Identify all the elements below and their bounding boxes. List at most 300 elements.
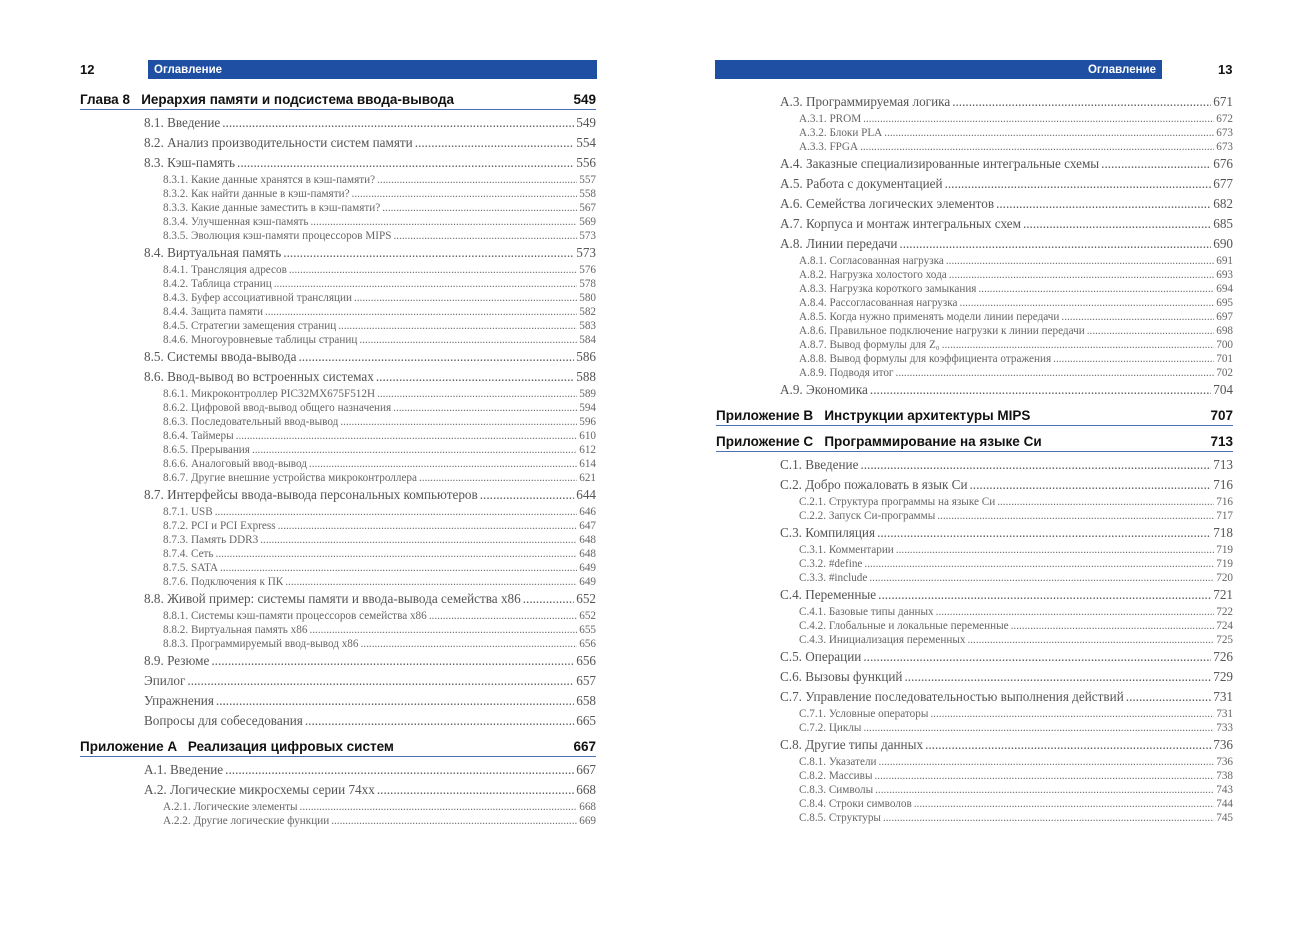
toc-subsection-entry[interactable] xyxy=(163,505,596,519)
entry-title: C.8.1. Указатели xyxy=(799,756,877,768)
entry-title: C.4.2. Глобальные и локальные переменные xyxy=(799,620,1009,632)
entry-page: 725 xyxy=(1216,634,1233,646)
entry-title: A.8.2. Нагрузка холостого хода xyxy=(799,269,947,281)
dot-leader xyxy=(419,471,577,485)
entry-page: 578 xyxy=(579,278,596,290)
dot-leader xyxy=(877,525,1211,541)
entry-title: 8.7.5. SATA xyxy=(163,562,219,574)
dot-leader xyxy=(260,533,577,547)
entry-title: 8.3.2. Как найти данные в кэш-памяти? xyxy=(163,188,350,200)
entry-page: 677 xyxy=(1213,176,1233,191)
entry-title: 8.4.3. Буфер ассоциативной трансляции xyxy=(163,292,352,304)
dot-leader xyxy=(283,245,574,261)
toc-section-entry[interactable] xyxy=(780,475,1233,495)
toc-subsection-entry[interactable] xyxy=(799,769,1233,783)
toc-subsection-entry[interactable] xyxy=(163,387,596,401)
toc-subsection-entry[interactable] xyxy=(799,324,1233,338)
entry-title: A.2. Логические микросхемы серии 74xx xyxy=(144,782,375,797)
toc-subsection-entry[interactable] xyxy=(799,296,1233,310)
toc-section-entry[interactable] xyxy=(144,671,596,691)
entry-title: 8.4.6. Многоуровневые таблицы страниц xyxy=(163,334,358,346)
toc-section-entry[interactable] xyxy=(780,735,1233,755)
entry-title: A.6. Семейства логических элементов xyxy=(780,196,995,211)
entry-title: 8.9. Резюме xyxy=(144,653,210,668)
toc-subsection-entry[interactable] xyxy=(163,609,596,623)
dot-leader xyxy=(377,782,574,798)
entry-page: 556 xyxy=(576,155,596,170)
toc-subsection-entry[interactable] xyxy=(163,429,596,443)
entry-page: 672 xyxy=(1216,113,1233,125)
chapter-title: Программирование на языке Си xyxy=(824,434,1042,449)
entry-title: A.9. Экономика xyxy=(780,382,868,397)
toc-subsection-entry[interactable] xyxy=(799,509,1233,523)
entry-title: A.5. Работа с документацией xyxy=(780,176,943,191)
entry-page: 621 xyxy=(579,472,596,484)
dot-leader xyxy=(884,126,1214,140)
entry-page: 610 xyxy=(579,430,596,442)
toc-subsection-entry[interactable] xyxy=(163,215,596,229)
dot-leader xyxy=(187,673,574,689)
dot-leader xyxy=(274,277,577,291)
entry-title: 8.7.2. PCI и PCI Express xyxy=(163,520,276,532)
toc-section-entry[interactable] xyxy=(144,113,596,133)
entry-title: 8.8.1. Системы кэш-памяти процессоров семейства x86 xyxy=(163,610,427,622)
toc-section-entry[interactable] xyxy=(780,667,1233,687)
toc-section-entry[interactable] xyxy=(780,380,1233,400)
entry-title: Эпилог xyxy=(144,673,186,688)
toc-subsection-entry[interactable] xyxy=(163,575,596,589)
toc-subsection-entry[interactable] xyxy=(799,338,1233,352)
dot-leader xyxy=(278,519,578,533)
dot-leader xyxy=(899,236,1211,252)
entry-page: 745 xyxy=(1216,812,1233,824)
entry-page: 731 xyxy=(1216,708,1233,720)
toc-subsection-entry[interactable] xyxy=(799,557,1233,571)
entry-page: 701 xyxy=(1216,353,1233,365)
toc-section-entry[interactable] xyxy=(144,243,596,263)
entry-page: 700 xyxy=(1216,339,1233,351)
entry-page: 694 xyxy=(1216,283,1233,295)
entry-page: 691 xyxy=(1216,255,1233,267)
entry-page: 668 xyxy=(576,782,596,797)
toc-subsection-entry[interactable] xyxy=(163,533,596,547)
entry-title: C.3.1. Комментарии xyxy=(799,544,894,556)
entry-page: 743 xyxy=(1216,784,1233,796)
toc-subsection-entry[interactable] xyxy=(799,366,1233,380)
toc-section-entry[interactable] xyxy=(144,133,596,153)
toc-subsection-entry[interactable] xyxy=(163,637,596,651)
dot-leader xyxy=(289,263,577,277)
dot-leader xyxy=(1126,689,1211,705)
toc-section-entry[interactable] xyxy=(144,589,596,609)
dot-leader xyxy=(359,333,577,347)
entry-page: 656 xyxy=(576,653,596,668)
running-header: Оглавление xyxy=(715,60,1162,79)
entry-title: A.3.1. PROM xyxy=(799,113,862,125)
entry-title: C.6. Вызовы функций xyxy=(780,669,903,684)
entry-title: C.7.1. Условные операторы xyxy=(799,708,929,720)
entry-page: 558 xyxy=(579,188,596,200)
toc-chapter-entry[interactable] xyxy=(716,408,1233,426)
entry-page: 596 xyxy=(579,416,596,428)
entry-page: 549 xyxy=(576,115,596,130)
entry-title: 8.3. Кэш-память xyxy=(144,155,236,170)
entry-page: 652 xyxy=(579,610,596,622)
entry-page: 718 xyxy=(1213,525,1233,540)
dot-leader xyxy=(300,800,578,814)
entry-page: 716 xyxy=(1213,477,1233,492)
entry-title: C.7.2. Циклы xyxy=(799,722,862,734)
toc-subsection-entry[interactable] xyxy=(163,561,596,575)
chapter-label: Приложение C xyxy=(716,434,825,449)
dot-leader xyxy=(523,591,574,607)
entry-title: A.8.5. Когда нужно применять модели линии передачи xyxy=(799,311,1060,323)
dot-leader xyxy=(1023,216,1211,232)
entry-page: 657 xyxy=(576,673,596,688)
toc-subsection-entry[interactable] xyxy=(163,814,596,828)
dot-leader xyxy=(393,229,577,243)
dot-leader xyxy=(382,201,577,215)
dot-leader xyxy=(376,369,574,385)
entry-page: 744 xyxy=(1216,798,1233,810)
entry-title: 8.4.4. Защита памяти xyxy=(163,306,263,318)
dot-leader xyxy=(285,575,577,589)
entry-title: C.8.4. Строки символов xyxy=(799,798,912,810)
entry-title: C.2.2. Запуск Си-программы xyxy=(799,510,936,522)
toc-section-entry[interactable] xyxy=(780,647,1233,667)
dot-leader xyxy=(338,319,577,333)
entry-title: 8.7.4. Сеть xyxy=(163,548,214,560)
entry-page: 733 xyxy=(1216,722,1233,734)
entry-title: 8.4.1. Трансляция адресов xyxy=(163,264,287,276)
toc-subsection-entry[interactable] xyxy=(799,140,1233,154)
entry-page: 584 xyxy=(579,334,596,346)
dot-leader xyxy=(997,495,1214,509)
chapter-title: Инструкции архитектуры MIPS xyxy=(824,408,1031,423)
entry-title: 8.4.2. Таблица страниц xyxy=(163,278,272,290)
dot-leader xyxy=(216,547,578,561)
toc-subsection-entry[interactable] xyxy=(163,401,596,415)
entry-title: 8.7.1. USB xyxy=(163,506,213,518)
dot-leader xyxy=(860,140,1214,154)
entry-title: A.8.4. Рассогласованная нагрузка xyxy=(799,297,958,309)
dot-leader xyxy=(879,755,1215,769)
toc-section-entry[interactable] xyxy=(144,780,596,800)
toc-subsection-entry[interactable] xyxy=(163,547,596,561)
entry-title: A.7. Корпуса и монтаж интегральных схем xyxy=(780,216,1021,231)
entry-page: 704 xyxy=(1213,382,1233,397)
toc-section-entry[interactable] xyxy=(780,234,1233,254)
toc-subsection-entry[interactable] xyxy=(163,277,596,291)
entry-title: Упражнения xyxy=(144,693,214,708)
toc-section-entry[interactable] xyxy=(144,760,596,780)
toc-subsection-entry[interactable] xyxy=(799,254,1233,268)
entry-page: 736 xyxy=(1213,737,1233,752)
toc-subsection-entry[interactable] xyxy=(163,319,596,333)
toc-subsection-entry[interactable] xyxy=(163,173,596,187)
toc-subsection-entry[interactable] xyxy=(799,633,1233,647)
dot-leader xyxy=(960,296,1215,310)
entry-title: 8.5. Системы ввода-вывода xyxy=(144,349,297,364)
toc-section-entry[interactable] xyxy=(144,367,596,387)
toc-subsection-entry[interactable] xyxy=(163,187,596,201)
right-page xyxy=(656,0,1312,935)
toc-subsection-entry[interactable] xyxy=(799,282,1233,296)
dot-leader xyxy=(937,509,1214,523)
entry-page: 695 xyxy=(1216,297,1233,309)
toc-subsection-entry[interactable] xyxy=(799,605,1233,619)
toc-subsection-entry[interactable] xyxy=(163,519,596,533)
dot-leader xyxy=(869,571,1214,585)
toc-subsection-entry[interactable] xyxy=(799,268,1233,282)
toc-section-entry[interactable] xyxy=(144,347,596,367)
toc-subsection-entry[interactable] xyxy=(799,619,1233,633)
dot-leader xyxy=(930,707,1214,721)
entry-title: 8.7.6. Подключения к ПК xyxy=(163,576,284,588)
entry-page: 573 xyxy=(579,230,596,242)
dot-leader xyxy=(914,797,1214,811)
dot-leader xyxy=(377,387,577,401)
toc-section-entry[interactable] xyxy=(780,174,1233,194)
entry-page: 614 xyxy=(579,458,596,470)
toc-chapter-entry[interactable] xyxy=(80,92,596,110)
toc-subsection-entry[interactable] xyxy=(163,229,596,243)
entry-title: C.4.3. Инициализация переменных xyxy=(799,634,966,646)
entry-page: 589 xyxy=(579,388,596,400)
dot-leader xyxy=(1053,352,1214,366)
toc-section-entry[interactable] xyxy=(144,711,596,731)
dot-leader xyxy=(311,215,578,229)
entry-title: 8.6.4. Таймеры xyxy=(163,430,234,442)
toc-subsection-entry[interactable] xyxy=(799,755,1233,769)
entry-page: 716 xyxy=(1216,496,1233,508)
dot-leader xyxy=(863,112,1214,126)
toc-section-entry[interactable] xyxy=(780,455,1233,475)
entry-title: 8.7.3. Память DDR3 xyxy=(163,534,259,546)
toc-subsection-entry[interactable] xyxy=(163,623,596,637)
entry-title: 8.7. Интерфейсы ввода-вывода персональных компьютеров xyxy=(144,487,478,502)
dot-leader xyxy=(309,623,577,637)
entry-page: 655 xyxy=(579,624,596,636)
entry-page: 738 xyxy=(1216,770,1233,782)
toc-section-entry[interactable] xyxy=(780,194,1233,214)
chapter-label: Приложение B xyxy=(716,408,825,423)
dot-leader xyxy=(970,477,1212,493)
entry-page: 720 xyxy=(1216,572,1233,584)
toc-section-entry[interactable] xyxy=(780,523,1233,543)
dot-leader xyxy=(265,305,577,319)
entry-title: C.3.2. #define xyxy=(799,558,863,570)
chapter-title: Реализация цифровых систем xyxy=(187,739,394,754)
entry-page: 648 xyxy=(579,534,596,546)
entry-title: C.1. Введение xyxy=(780,457,859,472)
toc-subsection-entry[interactable] xyxy=(799,352,1233,366)
dot-leader xyxy=(331,814,577,828)
toc-subsection-entry[interactable] xyxy=(799,112,1233,126)
entry-page: 652 xyxy=(576,591,596,606)
entry-page: 671 xyxy=(1213,94,1233,109)
toc-subsection-entry[interactable] xyxy=(799,126,1233,140)
entry-page: 667 xyxy=(576,762,596,777)
entry-title: 8.4. Виртуальная память xyxy=(144,245,282,260)
page-number: 13 xyxy=(1218,62,1233,77)
dot-leader xyxy=(340,415,577,429)
dot-leader xyxy=(896,366,1215,380)
toc-chapter-entry[interactable] xyxy=(716,434,1233,452)
entry-title: C.2. Добро пожаловать в язык Си xyxy=(780,477,968,492)
entry-page: 557 xyxy=(579,174,596,186)
chapter-page: 713 xyxy=(1210,434,1233,449)
entry-title: 8.6.7. Другие внешние устройства микроконтроллера xyxy=(163,472,417,484)
chapter-title: Иерархия памяти и подсистема ввода-вывода xyxy=(141,92,455,107)
entry-title: A.3.2. Блоки PLA xyxy=(799,127,883,139)
entry-title: 8.6.3. Последовательный ввод-вывод xyxy=(163,416,339,428)
entry-page: 731 xyxy=(1213,689,1233,704)
dot-leader xyxy=(946,254,1214,268)
entry-title: C.8.2. Массивы xyxy=(799,770,873,782)
entry-title: A.8. Линии передачи xyxy=(780,236,898,251)
dot-leader xyxy=(1087,324,1214,338)
dot-leader xyxy=(863,721,1214,735)
dot-leader xyxy=(252,443,577,457)
entry-page: 554 xyxy=(576,135,596,150)
toc-subsection-entry[interactable] xyxy=(163,263,596,277)
toc-subsection-entry[interactable] xyxy=(163,333,596,347)
toc-subsection-entry[interactable] xyxy=(163,800,596,814)
toc-section-entry[interactable] xyxy=(780,214,1233,234)
toc-subsection-entry[interactable] xyxy=(799,811,1233,825)
dot-leader xyxy=(1011,619,1215,633)
dot-leader xyxy=(222,115,574,131)
entry-title: A.8.9. Подводя итог xyxy=(799,367,894,379)
entry-title: C.4. Переменные xyxy=(780,587,877,602)
entry-title: A.4. Заказные специализированные интегральные схемы xyxy=(780,156,1100,171)
dot-leader xyxy=(225,762,574,778)
entry-title: A.8.8. Вывод формулы для коэффициента отражения xyxy=(799,353,1052,365)
dot-leader xyxy=(875,783,1214,797)
entry-title: C.4.1. Базовые типы данных xyxy=(799,606,934,618)
entry-title: Вопросы для собеседования xyxy=(144,713,303,728)
entry-title: 8.6.5. Прерывания xyxy=(163,444,250,456)
dot-leader xyxy=(1061,310,1214,324)
entry-title: C.5. Операции xyxy=(780,649,862,664)
entry-page: 647 xyxy=(579,520,596,532)
chapter-page: 667 xyxy=(573,739,596,754)
dot-leader xyxy=(896,543,1214,557)
toc-subsection-entry[interactable] xyxy=(799,783,1233,797)
toc-subsection-entry[interactable] xyxy=(799,571,1233,585)
toc-subsection-entry[interactable] xyxy=(799,543,1233,557)
entry-page: 649 xyxy=(579,562,596,574)
dot-leader xyxy=(996,196,1211,212)
entry-title: 8.8. Живой пример: системы памяти и ввода-вывода семейства x86 xyxy=(144,591,521,606)
entry-page: 580 xyxy=(579,292,596,304)
toc-section-entry[interactable] xyxy=(780,154,1233,174)
dot-leader xyxy=(305,713,574,729)
dot-leader xyxy=(905,669,1212,685)
dot-leader xyxy=(945,176,1212,192)
entry-page: 576 xyxy=(579,264,596,276)
entry-title: 8.6.6. Аналоговый ввод-вывод xyxy=(163,458,307,470)
dot-leader xyxy=(211,653,574,669)
dot-leader xyxy=(480,487,574,503)
dot-leader xyxy=(967,633,1214,647)
entry-title: 8.3.3. Какие данные заместить в кэш-памяти? xyxy=(163,202,381,214)
entry-title: A.8.6. Правильное подключение нагрузки к линии передачи xyxy=(799,325,1085,337)
dot-leader xyxy=(220,561,577,575)
dot-leader xyxy=(429,609,577,623)
entry-title: A.3. Программируемая логика xyxy=(780,94,951,109)
toc-subsection-entry[interactable] xyxy=(163,457,596,471)
entry-page: 698 xyxy=(1216,325,1233,337)
entry-title: A.1. Введение xyxy=(144,762,224,777)
toc-section-entry[interactable] xyxy=(780,687,1233,707)
dot-leader xyxy=(870,382,1211,398)
entry-title: A.2.2. Другие логические функции xyxy=(163,815,330,827)
entry-page: 588 xyxy=(576,369,596,384)
dot-leader xyxy=(215,505,577,519)
toc-subsection-entry[interactable] xyxy=(799,495,1233,509)
toc-subsection-entry[interactable] xyxy=(163,443,596,457)
dot-leader xyxy=(216,693,574,709)
toc-subsection-entry[interactable] xyxy=(163,415,596,429)
entry-page: 649 xyxy=(579,576,596,588)
entry-title: 8.3.1. Какие данные хранятся в кэш-памяти? xyxy=(163,174,376,186)
entry-page: 658 xyxy=(576,693,596,708)
entry-page: 685 xyxy=(1213,216,1233,231)
chapter-page: 707 xyxy=(1210,408,1233,423)
toc-subsection-entry[interactable] xyxy=(163,201,596,215)
entry-title: 8.1. Введение xyxy=(144,115,221,130)
toc-section-entry[interactable] xyxy=(144,691,596,711)
toc-chapter-entry[interactable] xyxy=(80,739,596,757)
dot-leader xyxy=(878,587,1211,603)
dot-leader xyxy=(393,401,577,415)
dot-leader xyxy=(874,769,1214,783)
entry-title: C.3. Компиляция xyxy=(780,525,876,540)
toc-subsection-entry[interactable] xyxy=(799,310,1233,324)
toc-subsection-entry[interactable] xyxy=(799,797,1233,811)
entry-page: 724 xyxy=(1216,620,1233,632)
dot-leader xyxy=(936,605,1215,619)
entry-page: 690 xyxy=(1213,236,1233,251)
dot-leader xyxy=(978,282,1214,296)
toc-subsection-entry[interactable] xyxy=(163,471,596,485)
toc-subsection-entry[interactable] xyxy=(163,291,596,305)
entry-title: A.2.1. Логические элементы xyxy=(163,801,298,813)
toc-section-entry[interactable] xyxy=(144,485,596,505)
dot-leader xyxy=(864,557,1214,571)
entry-page: 682 xyxy=(1213,196,1233,211)
toc-section-entry[interactable] xyxy=(780,92,1233,112)
toc-section-entry[interactable] xyxy=(780,585,1233,605)
dot-leader xyxy=(237,155,574,171)
entry-title: 8.6. Ввод-вывод во встроенных системах xyxy=(144,369,374,384)
toc-section-entry[interactable] xyxy=(144,651,596,671)
toc-section-entry[interactable] xyxy=(144,153,596,173)
entry-title: C.8.3. Символы xyxy=(799,784,874,796)
page-number: 12 xyxy=(80,62,95,77)
chapter-label: Глава 8 xyxy=(80,92,142,107)
toc-subsection-entry[interactable] xyxy=(799,707,1233,721)
dot-leader xyxy=(309,457,577,471)
dot-leader xyxy=(860,457,1211,473)
toc-subsection-entry[interactable] xyxy=(163,305,596,319)
dot-leader xyxy=(883,811,1214,825)
toc-subsection-entry[interactable] xyxy=(799,721,1233,735)
entry-page: 573 xyxy=(576,245,596,260)
dot-leader xyxy=(352,187,578,201)
